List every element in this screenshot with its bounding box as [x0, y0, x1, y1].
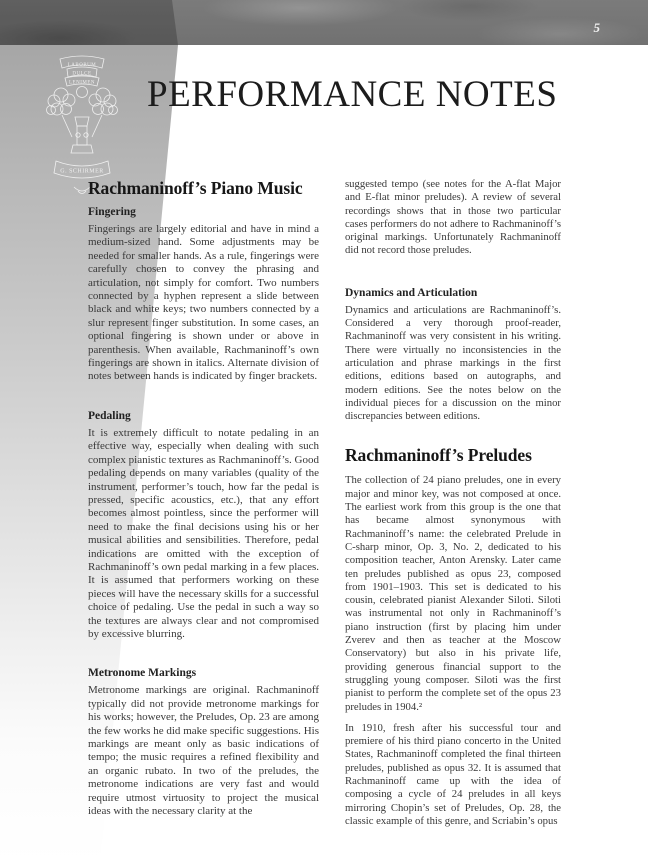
foliage-center — [77, 87, 88, 98]
left-column — [88, 178, 319, 843]
pedestal — [71, 117, 93, 153]
motto-lenimen: LENIMEN — [69, 80, 95, 86]
paragraph-dynamics-articulation: Dynamics and articulations are Rachmaninoff’s. Considered a very thorough proof-reader, Rachmaninoff was very consistent in his writing. There were virtually no inconsistencies in the articulation and phrase markings in the first editions, editions based on autographs, and modern editions. See the notes below on the individual pieces for a discussion on the minor discrepancies between editions. — [345, 303, 561, 423]
subheading-pedaling: Pedaling — [88, 409, 131, 422]
foliage-right — [89, 88, 118, 115]
motto-dulce: DULCE — [72, 71, 92, 77]
subheading-fingering: Fingering — [88, 206, 136, 218]
section-dynamics-articulation — [345, 286, 561, 424]
section-metronome-markings — [88, 666, 319, 818]
section-heading-piano-music: Rachmaninoff’s Piano Music — [88, 178, 303, 198]
publisher-name: G. SCHIRMER — [60, 168, 104, 175]
paragraph-fingering: Fingerings are largely editorial and have in mind a medium-sized hand. Some adjustments may be needed for smaller hands. As a rule, fingerings were carefully chosen to convey the phrasing and articulation, not simply for comfort. Two numbers connected by a hyphen represent a slide between black and white keys; two numbers connected by a slur represent finger substitution. In some cases, an optional fingering is shown under or above in parenthesis. When available, Rachmaninoff’s own fingerings are shown in italics. Alternate division of notes between hands is indicated by finger brackets. — [88, 223, 319, 383]
paragraph-metronome-continuation: suggested tempo (see notes for the A-flat Major and E-flat minor preludes). A review of several recordings shows that in those two particular cases performers do not adhere to Rachmaninoff’s original markings. Unfortunately Rachmaninoff did not record those preludes. — [345, 178, 561, 257]
subheading-dynamics-articulation: Dynamics and Articulation — [345, 286, 478, 299]
page-title: PERFORMANCE NOTES — [147, 74, 558, 115]
section-fingering — [88, 205, 319, 384]
subheading-metronome-markings: Metronome Markings — [88, 667, 197, 680]
paragraph-pedaling: It is extremely difficult to notate pedaling in an effective way, especially when dealing with such complex pianistic textures as Rachmaninoff’s. Good pedaling depends on many variables (quality of the instrument, performer’s touch, how far the pedal is pressed, specific acoustics, etc.), that any effort becomes almost pointless, since the performer will need to make the final decisions using his or her musical abilities and sensibilities. Therefore, pedal indications are omitted with the exception of Rachmaninoff’s own pedal marking in a few places. It is assumed that performers working on these pieces will have the necessary skills for a successful choice of pedaling. Use the pedal in such a way so the textures are always clear and not compromised by excessive blurring. — [88, 426, 319, 640]
motto-laborum: LABORUM — [67, 63, 97, 68]
header-band-dark-segment — [0, 0, 180, 45]
page-number: 5 — [593, 20, 600, 35]
section-pedaling — [88, 409, 319, 642]
paragraph-metronome-markings: Metronome markings are original. Rachmaninoff typically did not provide metronome markings for his works; however, the Preludes, Op. 23 are among the few works he did make specific suggestions. His markings are meant only as basic indications of tempo; the music requires a refined flexibility and an organic rubato. In two of the preludes, the metronome indications are very fast and would require utmost virtuosity to project the musical ideas with the necessary clarity at the — [88, 684, 319, 818]
paragraph-preludes-2: In 1910, fresh after his successful tour and premiere of his third piano concerto in the United States, Rachmaninoff completed the final thirteen preludes, published as opus 32. It is assumed that Rachmaninoff came up with the idea of composing a cycle of 24 preludes in all keys mirroring Chopin’s set of Preludes, Op. 28, the classic example of this genre, and Scriabin’s opus — [345, 721, 561, 827]
paragraph-preludes-1: The collection of 24 piano preludes, one in every major and minor key, was not composed at once. The earliest work from this group is the one that has became almost synonymous with Rachmaninoff’s name: the celebrated Prelude in C-sharp minor, Op. 3, No. 2, dedicated to his composition teacher, Anton Arensky. Later came ten preludes published as opus 23, composed from 1901–1903. This set is dedicated to his cousin, celebrated pianist Alexander Siloti. Siloti was instrumental not only in Rachmaninoff’s piano instruction (first by placing him under Zverev and then as teacher at the Moscow Conservatory) but also in his private life, providing generous financial support to the struggling young composer. Siloti was the first pianist to perform the complete set of the opus 23 preludes in 1904.² — [345, 474, 561, 713]
section-heading-preludes: Rachmaninoff’s Preludes — [345, 445, 532, 466]
header-band — [0, 0, 648, 45]
foliage-left — [47, 88, 76, 115]
right-column — [345, 178, 561, 828]
